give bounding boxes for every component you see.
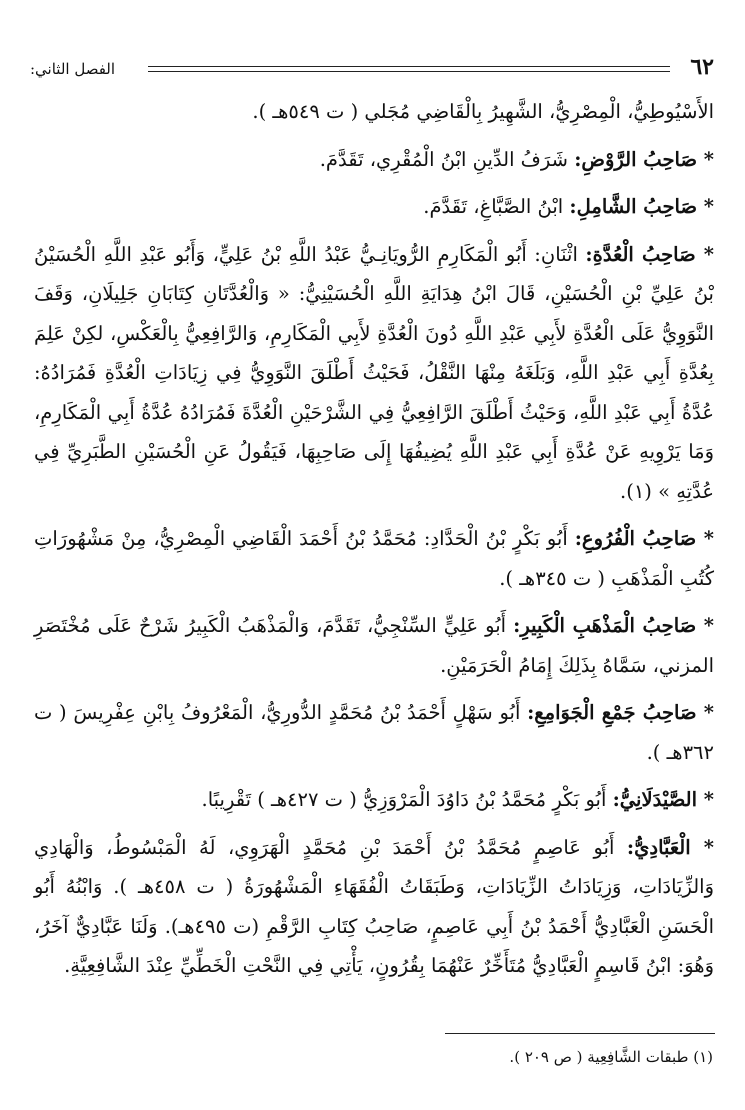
entry-label: * صَاحِبُ جَمْعِ الْجَوَامِعِ: [527, 701, 714, 724]
running-header [30, 54, 714, 84]
paragraph-text: الأَسْيُوطِيُّ، الْمِصْرِيُّ، الشَّهِيرُ بِالْقَاضِي مُجَلي ( ت ٥٤٩هـ ). [252, 100, 714, 123]
entry-udda [34, 235, 714, 512]
footnote: (١) طبقات الشَّافِعِية ( ص ٢٠٩ ). [509, 1048, 713, 1066]
entry-furu [34, 519, 714, 598]
page-number: ٦٢ [690, 54, 714, 80]
entry-text: ابْنُ الصَّبَّاغِ، تَقَدَّمَ. [423, 195, 564, 218]
paragraph-continuation [34, 92, 714, 132]
entry-text: اثْنَانِ: أَبُو الْمَكَارِمِ الرُّويَانِـيُّ عَبْدُ اللَّهِ بْنُ عَلِيٍّ، وَأَبُو عَبْدِ اللَّهِ الْحُسَيْنُ بْنُ عَلِيِّ بْنِ الْحُسَيْنِ، قَالَ ابْنُ هِدَايَةِ اللَّهِ الْحُسَيْنِيُّ: « وَالْعُدَّتَانِ كِتَابَانِ جَلِيلَانِ، وَقَفَ النَّوَوِيُّ عَلَى الْعُدَّةِ لأَبِي عَبْدِ اللَّهِ دُونَ الْعُدَّةِ لأَبِي الْمَكَارِمِ، وَالرَّافِعِيُّ بِالْعَكْسِ، لكِنْ عَلِمَ بِعُدَّةِ أَبِي عَبْدِ اللَّهِ، وَبَلَغَهُ مِنْهَا النَّقْلُ، فَحَيْثُ أَطْلَقَ النَّوَوِيُّ فِي زِيَادَاتِ الْعُدَّةِ فَمُرَادُهُ: عُدَّةُ أَبِي عَبْدِ اللَّهِ، وَحَيْثُ أَطْلَقَ الرَّافِعِيُّ فِي الشَّرْحَيْنِ الْعُدَّةَ فَمُرَادُهُ عُدَّةُ أَبِي الْمَكَارِمِ، وَمَا يَرْوِيهِ عَنْ عُدَّةِ أَبِي عَبْدِ اللَّهِ يُضِيفُهَا إِلَى صَاحِبِهَا، فَيَقُولُ عَنِ الْحُسَيْنِ الطَّبَرِيِّ فِي عُدَّتِهِ » (١). [34, 242, 714, 503]
entry-text: أَبُو عَلِيٍّ السِّنْجِيُّ، تَقَدَّمَ، وَالْمَذْهَبُ الْكَبِيرُ شَرْحٌ عَلَى مُخْتَصَرِ المزني، سَمَّاهُ بِذَلِكَ إِمَامُ الْحَرَمَيْنِ. [34, 614, 714, 677]
entry-label: * صَاحِبُ الْفُرُوعِ: [574, 527, 714, 550]
entry-text: أَبُو بَكْرٍ بْنُ الْحَدَّادِ: مُحَمَّدُ بْنُ أَحْمَدَ الْقَاضِي الْمِصْرِيُّ، مِنْ مَشْهُورَاتِ كُتُبِ الْمَذْهَبِ ( ت ٣٤٥هـ ). [34, 527, 714, 590]
entry-label: * صَاحِبُ الْعُدَّةِ: [585, 242, 714, 266]
entry-text: أَبُو عَاصِمٍ مُحَمَّدُ بْنُ أَحْمَدَ بْنِ مُحَمَّدٍ الْهَرَوِي، لَهُ الْمَبْسُوطُ، وَالْهَادِي وَالزِّيَادَاتِ، وَزِيَادَاتُ الزِّيَادَاتِ، وَطَبَقَاتُ الْفُقَهَاءِ الْمَشْهُورَةُ ( ت ٤٥٨هـ ). وَابْنُهُ أَبُو الْحَسَنِ الْعَبَّادِيُّ أَحْمَدُ بْنُ أَبِي عَاصِمٍ، صَاحِبُ كِتَابِ الرَّقْمِ (ت ٤٩٥هـ). وَلَنَا عَبَّادِيٌّ آخَرُ، وَهُوَ: ابْنُ قَاسِمٍ الْعَبَّادِيُّ مُتَأَخِّرٌ عَنْهُمَا بِقُرُونٍ، يَأْتِي فِي النَّحْتِ الْخَطِّيِّ عِنْدَ الشَّافِعِيَّةِ. [34, 835, 714, 977]
entry-abbadi [34, 828, 714, 986]
footnote-separator [445, 1033, 715, 1034]
entry-label: * صَاحِبُ الشَّامِلِ: [569, 195, 714, 218]
entry-text: شَرَفُ الدِّينِ ابْنُ الْمُقْرِي، تَقَدَّمَ. [319, 147, 568, 171]
main-text [34, 92, 714, 994]
entry-jam-jawami [34, 693, 714, 772]
chapter-title: الفصل الثاني: [30, 60, 116, 78]
entry-madhhab-kabir [34, 606, 714, 685]
header-double-rule [148, 66, 670, 72]
entry-label: * الصَّيْدَلَانِيُّ: [612, 788, 714, 811]
entry-text: أَبُو سَهْلٍ أَحْمَدُ بْنُ مُحَمَّدٍ الدُّورِيُّ، الْمَعْرُوفُ بِابْنِ عِفْرِيسَ ( ت ٣٦٢هـ ). [34, 701, 714, 764]
entry-shamil [34, 187, 714, 227]
entry-label: * صَاحِبُ الرَّوْضِ: [574, 147, 714, 171]
entry-saydalani [34, 780, 714, 820]
entry-label: * صَاحِبُ الْمَذْهَبِ الْكَبِيرِ: [513, 614, 715, 637]
entry-text: أَبُو بَكْرٍ مُحَمَّدُ بْنُ دَاوُدَ الْمَرْوَزِيُّ ( ت ٤٢٧هـ ) تَقْرِيبًا. [201, 788, 607, 811]
entry-rawd [34, 140, 714, 180]
entry-label: * الْعَبَّادِيُّ: [626, 835, 714, 859]
